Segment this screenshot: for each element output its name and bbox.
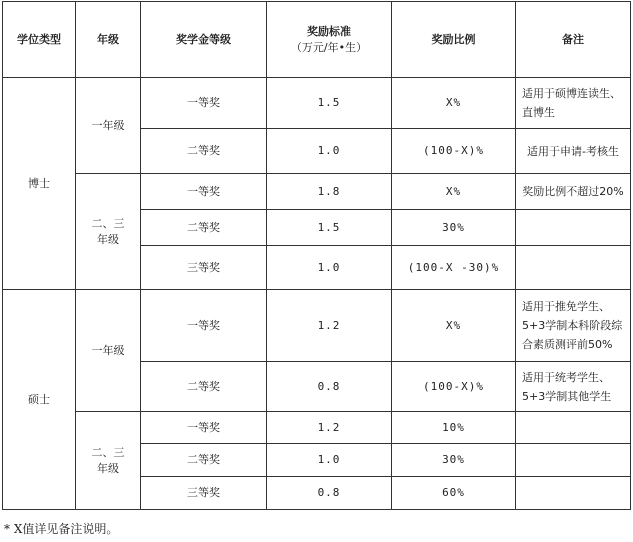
note-cell (516, 444, 631, 477)
header-degree: 学位类型 (3, 2, 76, 78)
standard-cell: 1.5 (267, 78, 392, 129)
table-row (3, 78, 631, 129)
level-cell: 三等奖 (141, 246, 267, 290)
ratio-cell: X% (392, 174, 516, 210)
ratio-cell: X% (392, 290, 516, 362)
note-cell: 适用于推免学生、5+3学制本科阶段综合素质测评前50% (516, 290, 631, 362)
note-cell (516, 246, 631, 290)
table-row (3, 174, 631, 210)
header-standard-line1: 奖励标准 (307, 24, 351, 38)
header-standard-line2: （万元/年•生） (290, 40, 368, 54)
degree-cell-doctor: 博士 (3, 78, 76, 290)
level-cell: 二等奖 (141, 444, 267, 477)
standard-cell: 1.2 (267, 290, 392, 362)
grade-cell-master-23 (76, 412, 141, 510)
ratio-cell: 10% (392, 412, 516, 444)
ratio-cell: 30% (392, 210, 516, 246)
note-cell (516, 477, 631, 510)
ratio-cell: 30% (392, 444, 516, 477)
footnote: * X值详见备注说明。 (4, 522, 119, 536)
level-cell: 一等奖 (141, 290, 267, 362)
ratio-cell: (100-X -30)% (392, 246, 516, 290)
ratio-cell: 60% (392, 477, 516, 510)
level-cell: 二等奖 (141, 129, 267, 174)
ratio-cell: (100-X)% (392, 129, 516, 174)
note-cell (516, 412, 631, 444)
grade-label-line1: 二、三 (91, 216, 125, 230)
standard-cell: 1.5 (267, 210, 392, 246)
standard-cell: 1.2 (267, 412, 392, 444)
level-cell: 一等奖 (141, 78, 267, 129)
note-cell (516, 210, 631, 246)
standard-cell: 1.8 (267, 174, 392, 210)
ratio-cell: X% (392, 78, 516, 129)
note-cell: 适用于申请-考核生 (516, 129, 631, 174)
level-cell: 三等奖 (141, 477, 267, 510)
note-cell: 适用于统考学生、5+3学制其他学生 (516, 362, 631, 412)
header-ratio: 奖励比例 (392, 2, 516, 78)
standard-cell: 1.0 (267, 246, 392, 290)
degree-cell-master: 硕士 (3, 290, 76, 510)
level-cell: 二等奖 (141, 362, 267, 412)
level-cell: 一等奖 (141, 412, 267, 444)
table-row (3, 412, 631, 444)
note-cell: 奖励比例不超过20% (516, 174, 631, 210)
table-row (3, 290, 631, 362)
grade-cell-master-1: 一年级 (76, 290, 141, 412)
grade-cell-doctor-23 (76, 174, 141, 290)
header-note: 备注 (516, 2, 631, 78)
standard-cell: 1.0 (267, 444, 392, 477)
level-cell: 一等奖 (141, 174, 267, 210)
grade-label-line2: 年级 (97, 461, 119, 475)
standard-cell: 0.8 (267, 362, 392, 412)
header-level: 奖学金等级 (141, 2, 267, 78)
scholarship-table (2, 1, 631, 510)
grade-label-line2: 年级 (97, 232, 119, 246)
note-cell: 适用于硕博连读生、直博生 (516, 78, 631, 129)
standard-cell: 0.8 (267, 477, 392, 510)
grade-label-line1: 二、三 (91, 445, 125, 459)
standard-cell: 1.0 (267, 129, 392, 174)
level-cell: 二等奖 (141, 210, 267, 246)
ratio-cell: (100-X)% (392, 362, 516, 412)
header-row (3, 2, 631, 78)
header-standard (267, 2, 392, 78)
header-grade: 年级 (76, 2, 141, 78)
grade-cell-doctor-1: 一年级 (76, 78, 141, 174)
